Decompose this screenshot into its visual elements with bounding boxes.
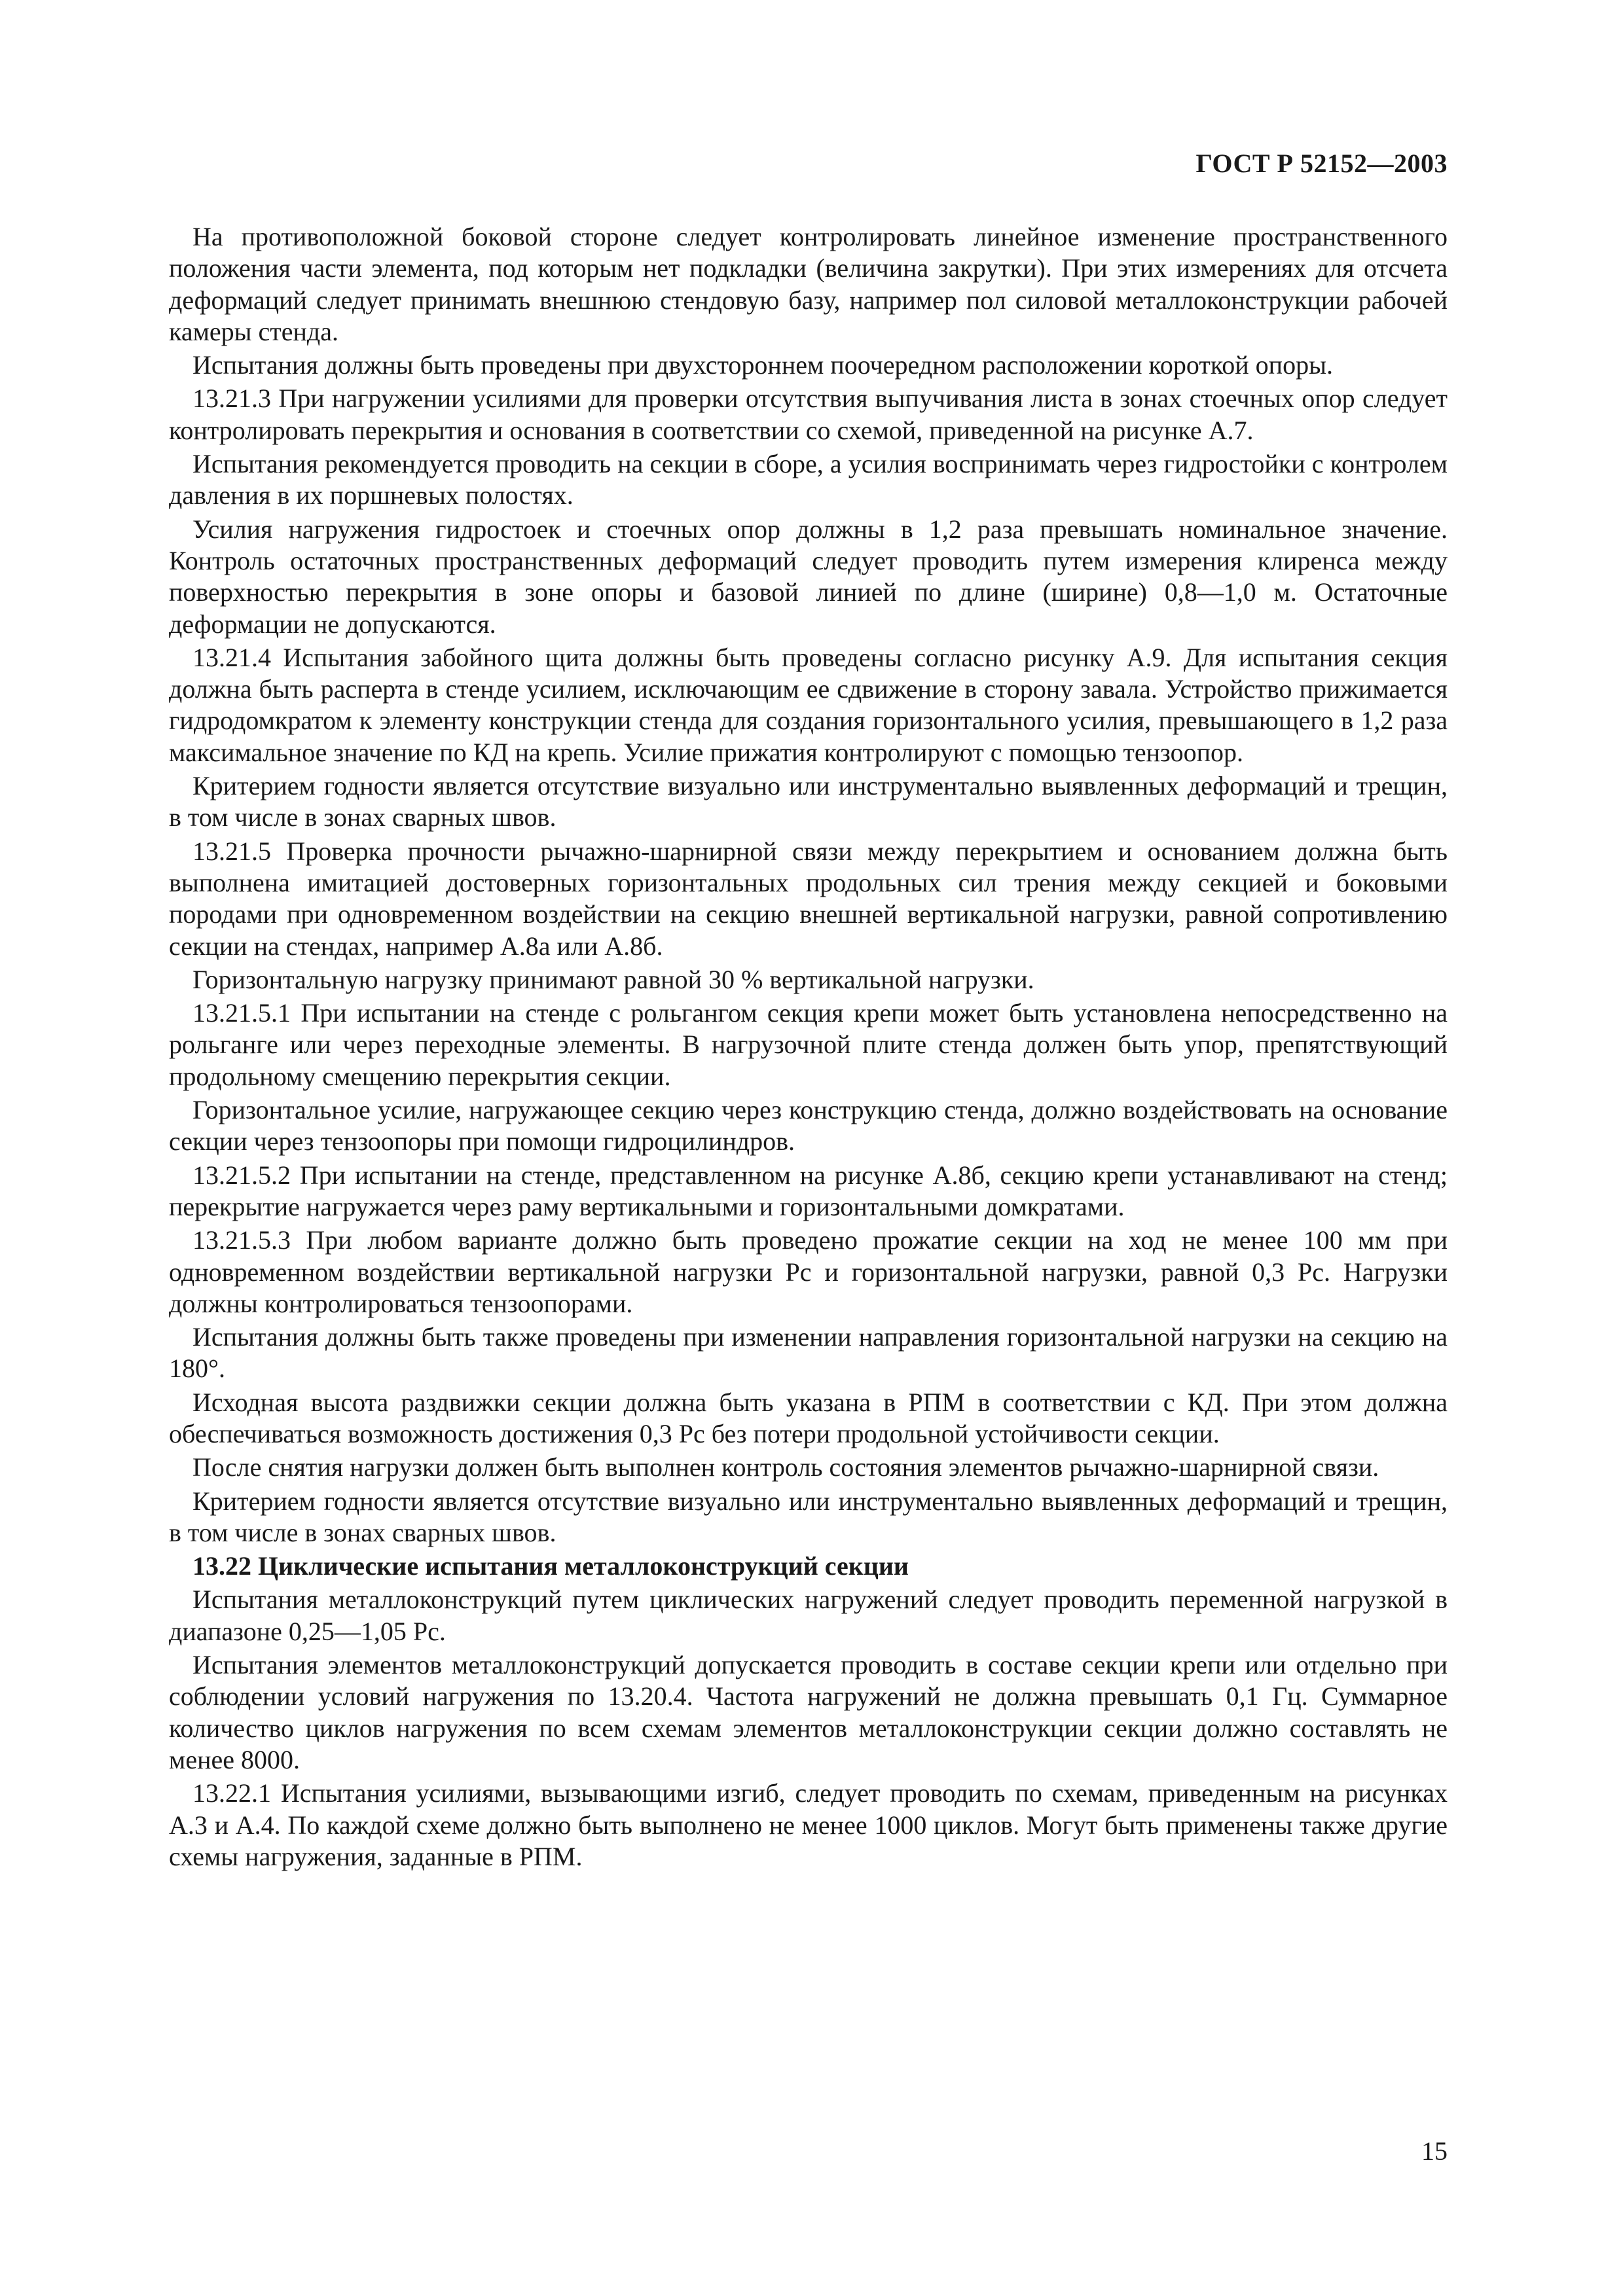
paragraph: 13.21.4 Испытания забойного щита должны быть проведены согласно рисунку А.9. Для испытания секция должна быть расперта в стенде усилием, исключающим ее сдвижение в сторону завала. Устройство прижимается гидродомкратом к элементу конструкции стенда для создания горизонтального усилия, превышающего в 1,2 раза максимальное значение по КД на крепь. Усилие прижатия контролируют с помощью тензоопор. [169,642,1448,767]
paragraph: 13.22.1 Испытания усилиями, вызывающими изгиб, следует проводить по схемам, приведенным на рисунках А.3 и А.4. По каждой схеме должно быть выполнено не менее 1000 циклов. Могут быть применены также другие схемы нагружения, заданные в РПМ. [169,1778,1448,1871]
paragraph: 13.21.5 Проверка прочности рычажно-шарнирной связи между перекрытием и основанием должна быть выполнена имитацией достоверных горизонтальных продольных сил трения между секцией и боковыми породами при одновременном воздействии на секцию внешней вертикальной нагрузки, равной сопротивлению секции на стендах, например А.8а или А.8б. [169,836,1448,961]
page-number: 15 [1421,2136,1448,2166]
paragraph: Испытания должны быть также проведены при изменении направления горизонтальной нагрузки на секцию на 180°. [169,1322,1448,1384]
paragraph: Критерием годности является отсутствие визуально или инструментально выявленных деформаций и трещин, в том числе в зонах сварных швов. [169,1486,1448,1547]
paragraph: Критерием годности является отсутствие визуально или инструментально выявленных деформаций и трещин, в том числе в зонах сварных швов. [169,771,1448,833]
paragraph: На противоположной боковой стороне следует контролировать линейное изменение пространственного положения части элемента, под которым нет подкладки (величина закрутки). При этих измерениях для отсчета деформаций следует принимать внешнюю стендовую базу, например пол силовой металлоконструкции рабочей камеры стенда. [169,222,1448,346]
paragraph: 13.21.3 При нагружении усилиями для проверки отсутствия выпучивания листа в зонах стоечных опор следует контролировать перекрытия и основания в соответствии со схемой, приведенной на рисунке А.7. [169,384,1448,445]
section-heading: 13.22 Циклические испытания металлоконструкций секции [192,1551,909,1581]
paragraph: Испытания элементов металлоконструкций допускается проводить в составе секции крепи или отдельно при соблюдении условий нагружения по 13.20.4. Частота нагружений не должна превышать 0,1 Гц. Суммарное количество циклов нагружения по всем схемам элементов металлоконструкции секции должно составлять не менее 8000. [169,1650,1448,1774]
paragraph: Испытания рекомендуется проводить на секции в сборе, а усилия воспринимать через гидростойки с контролем давления в их поршневых полостях. [169,449,1448,511]
paragraph: После снятия нагрузки должен быть выполнен контроль состояния элементов рычажно-шарнирной связи. [192,1452,1379,1482]
paragraph: Исходная высота раздвижки секции должна быть указана в РПМ в соответствии с КД. При этом должна обеспечиваться возможность достижения 0,3 Pс без потери продольной устойчивости секции. [169,1387,1448,1448]
paragraph: Усилия нагружения гидростоек и стоечных опор должны в 1,2 раза превышать номинальное значение. Контроль остаточных пространственных деформаций следует проводить путем измерения клиренса между поверхностью перекрытия в зоне опоры и базовой линией по длине (ширине) 0,8—1,0 м. Остаточные деформации не допускаются. [169,514,1448,639]
paragraph: Горизонтальную нагрузку принимают равной 30 % вертикальной нагрузки. [192,964,1034,994]
paragraph: Испытания металлоконструкций путем циклических нагружений следует проводить переменной нагрузкой в диапазоне 0,25—1,05 Pс. [169,1585,1448,1646]
paragraph: 13.21.5.2 При испытании на стенде, представленном на рисунке А.8б, секцию крепи устанавливают на стенд; перекрытие нагружается через раму вертикальными и горизонтальными домкратами. [169,1160,1448,1221]
paragraph: 13.21.5.3 При любом варианте должно быть проведено прожатие секции на ход не менее 100 мм при одновременном воздействии вертикальной нагрузки Pс и горизонтальной нагрузки, равной 0,3 Pс. Нагрузки должны контролироваться тензоопорами. [169,1225,1448,1318]
paragraph: 13.21.5.1 При испытании на стенде с рольгангом секция крепи может быть установлена непосредственно на рольганге или через переходные элементы. В нагрузочной плите стенда должен быть упор, препятствующий продольному смещению перекрытия секции. [169,998,1448,1091]
paragraph: Горизонтальное усилие, нагружающее секцию через конструкцию стенда, должно воздействовать на основание секции через тензоопоры при помощи гидроцилиндров. [169,1095,1448,1157]
document-body [169,221,1448,1873]
document-header: ГОСТ Р 52152—2003 [1195,149,1448,178]
paragraph: Испытания должны быть проведены при двухстороннем поочередном расположении короткой опоры. [192,350,1333,380]
